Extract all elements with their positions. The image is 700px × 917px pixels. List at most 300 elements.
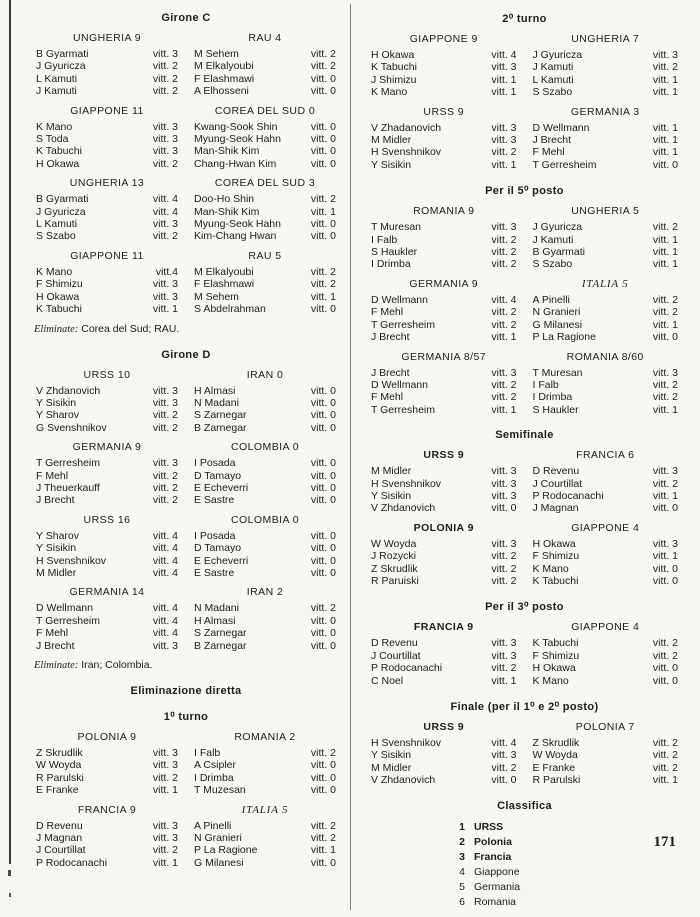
player-victories: vitt. 2 bbox=[152, 157, 178, 170]
section-heading: Eliminazione diretta bbox=[130, 685, 242, 697]
player-name: E Franke bbox=[532, 761, 576, 774]
scan-speck-artifact bbox=[9, 893, 11, 897]
player-victories: vitt. 0 bbox=[310, 771, 336, 784]
team-result bbox=[28, 105, 186, 171]
player-row bbox=[371, 478, 517, 490]
player-victories: vitt. 0 bbox=[310, 614, 336, 627]
team-result bbox=[186, 514, 344, 580]
team-result bbox=[28, 250, 186, 316]
player-row bbox=[371, 258, 517, 270]
player-name: J Courtillat bbox=[371, 649, 421, 662]
player-name: M Midler bbox=[371, 761, 412, 774]
player-name: I Drimba bbox=[371, 258, 411, 271]
player-victories: vitt. 2 bbox=[491, 306, 517, 319]
player-row bbox=[36, 844, 178, 856]
team-name: GIAPPONE 4 bbox=[571, 521, 640, 534]
player-row bbox=[194, 218, 336, 230]
player-victories: vitt. 0 bbox=[310, 759, 336, 772]
player-name: M Elkalyoubi bbox=[194, 60, 254, 73]
player-name: D Tamayo bbox=[194, 469, 242, 482]
player-name: M Midler bbox=[371, 465, 412, 478]
player-victories: vitt. 2 bbox=[310, 747, 336, 759]
player-name: J Kamuti bbox=[532, 61, 574, 74]
player-victories: vitt. 2 bbox=[491, 258, 517, 271]
standings-team: Giappone bbox=[474, 865, 520, 878]
match-result bbox=[28, 804, 344, 870]
player-row bbox=[194, 844, 336, 856]
player-victories: vitt. 2 bbox=[652, 391, 678, 404]
match-result bbox=[28, 177, 344, 243]
player-victories: vitt. 2 bbox=[652, 378, 678, 391]
match-result bbox=[28, 514, 344, 580]
player-victories: vitt. 0 bbox=[310, 457, 336, 470]
player-row bbox=[371, 675, 517, 687]
player-name: Y Sisikin bbox=[36, 542, 77, 555]
player-row bbox=[194, 820, 336, 832]
player-row bbox=[194, 747, 336, 759]
player-name: Y Sisikin bbox=[371, 158, 412, 171]
player-name: E Sastre bbox=[194, 494, 235, 507]
player-victories: vitt. 2 bbox=[652, 649, 678, 662]
player-name: H Svenshnikov bbox=[36, 554, 107, 567]
section-heading: Semifinale bbox=[495, 429, 554, 442]
player-victories: vitt. 0 bbox=[310, 481, 336, 494]
player-row bbox=[533, 306, 679, 318]
player-name: H Almasi bbox=[194, 614, 236, 627]
player-victories: vitt. 1 bbox=[652, 318, 678, 331]
player-victories: vitt. 0 bbox=[310, 566, 336, 579]
player-victories: vitt. 2 bbox=[491, 146, 517, 159]
team-result bbox=[363, 205, 525, 271]
player-row bbox=[371, 49, 517, 61]
player-name: I Drimba bbox=[532, 391, 573, 404]
team-name: FRANCIA 9 bbox=[77, 803, 137, 816]
team-result bbox=[363, 106, 525, 172]
player-name: Kim-Chang Hwan bbox=[194, 230, 277, 243]
player-victories: vitt. 3 bbox=[652, 366, 678, 379]
player-row bbox=[194, 567, 336, 579]
player-row bbox=[194, 85, 336, 97]
player-victories: vitt. 0 bbox=[310, 303, 336, 316]
player-name: H Okawa bbox=[371, 49, 415, 61]
team-result bbox=[186, 804, 344, 870]
player-name: L Kamuti bbox=[36, 218, 78, 231]
player-row bbox=[533, 538, 679, 550]
player-name: J Courtillat bbox=[532, 477, 583, 490]
player-victories: vitt. 3 bbox=[491, 749, 517, 762]
player-row bbox=[371, 61, 517, 73]
player-victories: vitt. 2 bbox=[652, 737, 678, 749]
player-row bbox=[36, 385, 178, 397]
player-name: J Brecht bbox=[371, 366, 410, 379]
match-result bbox=[28, 369, 344, 435]
player-name: T Gerresheim bbox=[371, 403, 435, 416]
eliminated-note-label: Eliminate: bbox=[34, 323, 79, 335]
team-name: COLOMBIA 0 bbox=[230, 441, 300, 454]
player-name: A Elhosseni bbox=[194, 85, 249, 98]
player-row bbox=[371, 737, 517, 749]
player-victories: vitt. 4 bbox=[491, 49, 517, 61]
player-name: D Tamayo bbox=[194, 542, 242, 555]
match-result bbox=[363, 621, 686, 687]
player-row bbox=[533, 550, 679, 562]
player-victories: vitt. 3 bbox=[152, 832, 178, 845]
player-victories: vitt. 2 bbox=[152, 494, 178, 507]
player-row bbox=[533, 675, 679, 687]
player-name: S Haukler bbox=[532, 403, 579, 416]
player-victories: vitt. 0 bbox=[310, 230, 336, 243]
player-row bbox=[371, 774, 517, 786]
player-victories: vitt. 2 bbox=[491, 550, 517, 563]
player-name: V Zhdanovich bbox=[36, 384, 101, 397]
player-name: D Wellmann bbox=[532, 121, 590, 134]
standings-team: Germania bbox=[474, 880, 521, 893]
player-victories: vitt. 3 bbox=[152, 457, 178, 470]
player-name: J Kamuti bbox=[36, 85, 77, 98]
player-victories: vitt. 2 bbox=[152, 60, 178, 73]
player-victories: vitt. 4 bbox=[152, 554, 178, 567]
player-victories: vitt. 2 bbox=[152, 85, 178, 98]
player-name: I Falb bbox=[532, 378, 559, 391]
player-victories: vitt. 4 bbox=[152, 529, 178, 542]
player-name: W Woyda bbox=[36, 759, 82, 772]
player-victories: vitt. 1 bbox=[310, 290, 336, 303]
player-row bbox=[371, 391, 517, 403]
player-row bbox=[36, 530, 178, 542]
team-name: URSS 9 bbox=[423, 721, 465, 733]
player-name: C Noel bbox=[371, 674, 404, 687]
player-victories: vitt. 2 bbox=[310, 819, 336, 832]
player-victories: vitt. 0 bbox=[310, 421, 336, 434]
player-victories: vitt. 2 bbox=[152, 844, 178, 857]
team-name: FRANCIA 9 bbox=[413, 621, 474, 634]
team-result bbox=[525, 449, 687, 515]
team-result bbox=[186, 177, 344, 243]
standings-item bbox=[455, 835, 686, 850]
player-name: D Wellmann bbox=[371, 378, 428, 391]
player-victories: vitt. 1 bbox=[652, 121, 678, 134]
player-name: B Gyarmati bbox=[532, 246, 586, 259]
player-name: B Gyarmati bbox=[36, 48, 89, 60]
player-victories: vitt. 1 bbox=[152, 303, 178, 316]
player-name: F Mehl bbox=[36, 627, 69, 640]
player-victories: vitt. 3 bbox=[152, 639, 178, 652]
player-victories: vitt. 0 bbox=[652, 562, 678, 575]
player-row bbox=[371, 575, 517, 587]
player-row bbox=[36, 627, 178, 639]
player-row bbox=[194, 555, 336, 567]
player-name: K Mano bbox=[36, 120, 73, 133]
player-victories: vitt. 3 bbox=[491, 134, 517, 147]
player-name: E Sastre bbox=[194, 566, 235, 579]
team-result bbox=[28, 586, 186, 652]
team-name: GERMANIA 3 bbox=[570, 105, 640, 118]
player-row bbox=[36, 409, 178, 421]
player-row bbox=[36, 640, 178, 652]
player-row bbox=[194, 857, 336, 869]
player-row bbox=[194, 542, 336, 554]
player-victories: vitt. 2 bbox=[152, 421, 178, 434]
player-victories: vitt. 3 bbox=[491, 537, 517, 550]
player-victories: vitt. 3 bbox=[152, 384, 178, 397]
team-result bbox=[363, 449, 525, 515]
player-row bbox=[371, 379, 517, 391]
player-name: V Zhdanovich bbox=[371, 502, 436, 515]
standings-item bbox=[455, 850, 686, 865]
player-name: I Posada bbox=[194, 457, 236, 470]
final-standings bbox=[455, 820, 686, 910]
player-row bbox=[533, 490, 679, 502]
player-victories: vitt. 2 bbox=[652, 306, 678, 319]
team-result bbox=[363, 721, 525, 787]
player-row bbox=[36, 85, 178, 97]
player-row bbox=[36, 602, 178, 614]
match-result bbox=[363, 278, 686, 344]
player-row bbox=[194, 470, 336, 482]
player-name: H Svenshnikov bbox=[371, 737, 442, 749]
player-victories: vitt. 1 bbox=[652, 233, 678, 246]
player-victories: vitt. 2 bbox=[152, 409, 178, 422]
player-row bbox=[36, 73, 178, 85]
player-victories: vitt. 2 bbox=[310, 278, 336, 291]
player-row bbox=[36, 615, 178, 627]
player-name: Man-Shik Kim bbox=[194, 145, 260, 158]
player-victories: vitt. 1 bbox=[152, 784, 178, 797]
team-name: ITALIA 5 bbox=[241, 803, 289, 816]
player-name: F Shimizu bbox=[532, 550, 580, 563]
player-name: J Gyuricza bbox=[36, 205, 86, 218]
player-victories: vitt. 3 bbox=[152, 218, 178, 231]
player-victories: vitt. 3 bbox=[152, 747, 178, 759]
player-name: M Sehem bbox=[194, 48, 239, 60]
player-victories: vitt. 3 bbox=[152, 819, 178, 832]
player-victories: vitt. 2 bbox=[491, 761, 517, 774]
player-row bbox=[533, 575, 679, 587]
player-row bbox=[371, 637, 517, 649]
team-result bbox=[525, 278, 687, 344]
player-row bbox=[371, 319, 517, 331]
team-result bbox=[363, 522, 525, 588]
player-row bbox=[194, 397, 336, 409]
player-name: S Abdelrahman bbox=[194, 303, 266, 316]
player-name: E Echeverri bbox=[194, 554, 249, 567]
match-result bbox=[28, 105, 344, 171]
player-row bbox=[533, 662, 679, 674]
player-victories: vitt. 0 bbox=[310, 494, 336, 507]
player-victories: vitt. 0 bbox=[652, 574, 678, 587]
player-row bbox=[36, 470, 178, 482]
player-row bbox=[533, 258, 679, 270]
player-victories: vitt. 3 bbox=[491, 61, 517, 74]
team-name: GIAPPONE 11 bbox=[70, 249, 144, 262]
player-row bbox=[371, 550, 517, 562]
player-row bbox=[194, 278, 336, 290]
team-name: COREA DEL SUD 3 bbox=[214, 177, 316, 190]
player-row bbox=[194, 133, 336, 145]
player-name: Z Skrudlik bbox=[532, 737, 580, 749]
player-row bbox=[533, 134, 679, 146]
team-name: URSS 16 bbox=[83, 513, 131, 526]
player-row bbox=[371, 86, 517, 98]
player-victories: vitt. 1 bbox=[652, 403, 678, 416]
player-row bbox=[36, 60, 178, 72]
player-victories: vitt. 0 bbox=[310, 469, 336, 482]
team-name: GIAPPONE 4 bbox=[571, 621, 640, 634]
player-victories: vitt. 0 bbox=[652, 662, 678, 675]
player-row bbox=[533, 146, 679, 158]
player-name: S Szabo bbox=[36, 230, 76, 243]
player-row bbox=[194, 530, 336, 542]
player-row bbox=[371, 762, 517, 774]
player-name: P Rodocanachi bbox=[371, 662, 443, 675]
player-victories: vitt. 1 bbox=[491, 86, 517, 99]
player-row bbox=[533, 331, 679, 343]
player-name: K Mano bbox=[371, 86, 408, 99]
match-result bbox=[363, 522, 686, 588]
eliminated-note-text: Iran; Colombia. bbox=[81, 659, 153, 671]
player-name: S Szabo bbox=[532, 86, 573, 99]
player-name: Y Sisikin bbox=[371, 749, 412, 762]
player-victories: vitt. 0 bbox=[310, 85, 336, 98]
player-victories: vitt. 2 bbox=[652, 477, 678, 490]
player-name: Chang-Hwan Kim bbox=[194, 157, 277, 170]
player-row bbox=[194, 193, 336, 205]
player-victories: vitt. 0 bbox=[310, 529, 336, 542]
player-row bbox=[371, 122, 517, 134]
player-name: V Zhadanovich bbox=[371, 121, 442, 134]
team-result bbox=[525, 106, 687, 172]
team-name: GIAPPONE 11 bbox=[70, 104, 144, 117]
player-name: J Gyuricza bbox=[532, 49, 583, 61]
player-row bbox=[36, 820, 178, 832]
player-victories: vitt. 2 bbox=[152, 481, 178, 494]
team-result bbox=[28, 804, 186, 870]
team-result bbox=[28, 731, 186, 797]
standings-rank: 6 bbox=[459, 895, 465, 908]
player-row bbox=[533, 367, 679, 379]
player-victories: vitt. 3 bbox=[491, 465, 517, 478]
player-name: A Pinelli bbox=[194, 819, 232, 832]
player-name: K Tabuchi bbox=[532, 637, 579, 650]
player-row bbox=[194, 494, 336, 506]
player-name: K Tabuchi bbox=[371, 61, 417, 74]
player-victories: vitt. 1 bbox=[652, 774, 678, 787]
player-name: I Falb bbox=[194, 747, 221, 759]
player-name: Y Sisikin bbox=[371, 489, 412, 502]
player-victories: vitt. 2 bbox=[310, 265, 336, 278]
player-row bbox=[371, 404, 517, 416]
section-heading: Girone C bbox=[161, 12, 211, 24]
player-row bbox=[371, 749, 517, 761]
player-name: K Tabuchi bbox=[36, 303, 82, 316]
player-victories: vitt. 2 bbox=[491, 574, 517, 587]
player-row bbox=[36, 206, 178, 218]
player-victories: vitt. 0 bbox=[310, 542, 336, 555]
team-result bbox=[28, 441, 186, 507]
player-victories: vitt. 4 bbox=[152, 542, 178, 555]
player-name: J Shimizu bbox=[371, 73, 417, 86]
player-row bbox=[36, 266, 178, 278]
player-victories: vitt. 0 bbox=[310, 72, 336, 85]
team-name: COLOMBIA 0 bbox=[230, 513, 300, 526]
player-name: F Mehl bbox=[532, 146, 565, 159]
team-name: COREA DEL SUD 0 bbox=[214, 104, 316, 117]
player-row bbox=[533, 234, 679, 246]
standings-rank: 2 bbox=[459, 835, 465, 848]
team-result bbox=[525, 621, 687, 687]
player-row bbox=[194, 615, 336, 627]
player-name: M Midler bbox=[36, 566, 77, 579]
player-victories: vitt. 2 bbox=[491, 246, 517, 259]
player-name: G Svenshnikov bbox=[36, 421, 107, 434]
player-row bbox=[194, 784, 336, 796]
player-victories: vitt. 2 bbox=[310, 48, 336, 60]
player-victories: vitt. 1 bbox=[652, 146, 678, 159]
player-name: S Zarnegar bbox=[194, 409, 247, 422]
player-row bbox=[194, 206, 336, 218]
player-row bbox=[533, 61, 679, 73]
standings-team: URSS bbox=[474, 820, 504, 833]
match-result bbox=[28, 32, 344, 98]
team-result bbox=[363, 278, 525, 344]
player-name: K Mano bbox=[532, 674, 569, 687]
team-result bbox=[186, 105, 344, 171]
player-name: I Drimba bbox=[194, 771, 234, 784]
player-victories: vitt. 3 bbox=[491, 221, 517, 234]
player-victories: vitt. 2 bbox=[652, 749, 678, 762]
team-result bbox=[28, 32, 186, 98]
player-victories: vitt. 2 bbox=[491, 662, 517, 675]
team-name: UNGHERIA 7 bbox=[571, 33, 640, 45]
player-name: A Pinelli bbox=[532, 293, 570, 306]
player-name: H Okawa bbox=[532, 662, 576, 675]
player-victories: vitt. 1 bbox=[652, 489, 678, 502]
player-row bbox=[194, 121, 336, 133]
standings-item bbox=[455, 865, 686, 880]
player-row bbox=[533, 762, 679, 774]
player-row bbox=[533, 319, 679, 331]
player-name: F Elashmawi bbox=[194, 72, 255, 85]
section-heading: 2⁰ turno bbox=[502, 13, 547, 25]
player-name: Myung-Seok Hahn bbox=[194, 218, 281, 231]
player-victories: vitt. 1 bbox=[652, 86, 678, 99]
player-row bbox=[194, 759, 336, 771]
player-row bbox=[533, 246, 679, 258]
player-name: R Paruiski bbox=[371, 574, 419, 587]
player-name: J Courtillat bbox=[36, 844, 86, 857]
player-victories: vitt. 2 bbox=[491, 233, 517, 246]
team-name: URSS 9 bbox=[423, 449, 465, 462]
player-name: S Szabo bbox=[532, 258, 573, 271]
player-name: Y Sisikin bbox=[36, 396, 77, 409]
player-victories: vitt. 3 bbox=[491, 649, 517, 662]
team-result bbox=[186, 441, 344, 507]
player-name: J Kamuti bbox=[532, 233, 574, 246]
player-row bbox=[36, 278, 178, 290]
player-row bbox=[36, 422, 178, 434]
player-row bbox=[371, 331, 517, 343]
player-row bbox=[371, 234, 517, 246]
player-row bbox=[36, 494, 178, 506]
player-victories: vitt. 3 bbox=[152, 396, 178, 409]
player-row bbox=[36, 133, 178, 145]
player-row bbox=[194, 291, 336, 303]
player-victories: vitt. 2 bbox=[652, 761, 678, 774]
player-row bbox=[533, 774, 679, 786]
player-name: F Shimizu bbox=[532, 649, 580, 662]
player-name: T Muresan bbox=[371, 221, 421, 234]
player-name: M Sehem bbox=[194, 290, 239, 303]
